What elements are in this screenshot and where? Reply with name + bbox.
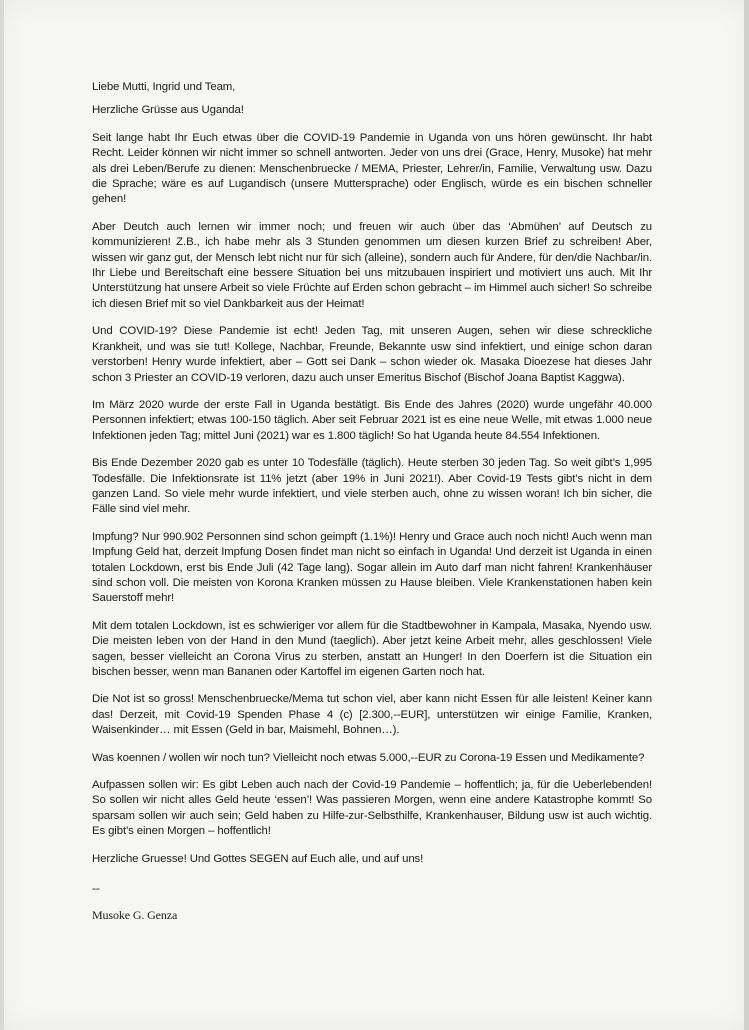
paragraph-infections: Im März 2020 wurde der erste Fall in Uganda bestätigt. Bis Ende des Jahres (2020) wurde ungefähr 40.000 Personnen infektiert; etwas 100-150 täglich. Aber seit Februar 2021 ist es eine neue Welle, mit etwas 1.000 neue Infektionen jeden Tag; mittel Juni (2021) war es 1.800 täglich! So hat Uganda heute 84.554 Infektionen. — [92, 398, 652, 442]
paragraph-deaths: Bis Ende Dezember 2020 gab es unter 10 Todesfälle (täglich). Heute sterben 30 jeden Tag. So weit gibt’s 1,995 Todesfälle. Die Infektionsrate ist 11% jetzt (aber 19% in Juni 2021!). Aber Covid-19 Tests gibt’s nicht in dem ganzen Land. So viele mehr wurde infektiert, und viele sterben auch, ohne zu wissen woran! Ich bin sicher, die Fälle sind viel mehr. — [92, 457, 652, 516]
paragraph-closing: Herzliche Gruesse! Und Gottes SEGEN auf Euch alle, und auf uns! — [92, 852, 424, 865]
paragraph-intro: Seit lange habt Ihr Euch etwas über die COVID-19 Pandemie in Uganda von uns hören gewünscht. Ihr habt Recht. Leider können wir nicht immer so schnell antworten. Jeder von uns drei (Grace, Henry, Musoke) hat mehr als drei Leben/Berufe zu dienen: Menschenbruecke / MEMA, Priester, Lehrer/in, Familie, Verwaltung usw. Dazu die Sprache; wäre es auf Lugandisch (unsere Muttersprache) oder Englisch, würde es ein bischen schneller gehen! — [92, 131, 652, 206]
paragraph-question: Was koennen / wollen wir noch tun? Vielleicht noch etwas 5.000,--EUR zu Corona-19 Essen und Medikamente? — [92, 751, 645, 764]
letter-body — [92, 80, 652, 935]
salutation: Liebe Mutti, Ingrid und Team, — [92, 81, 236, 93]
greeting: Herzliche Grüsse aus Uganda! — [92, 104, 244, 117]
paragraph-need: Die Not ist so gross! Menschenbruecke/Mema tut schon viel, aber kann nicht Essen für alle leisten! Keiner kann das! Derzeit, mit Covid-19 Spenden Phase 4 (c) [2.300,--EUR], unterstützen wir einige Familie, Kranken, Waisenkinder… mit Essen (Geld in bar, Maismehl, Bohnen…). — [92, 693, 652, 737]
paragraph-lockdown: Mit dem totalen Lockdown, ist es schwieriger vor allem für die Stadtbewohner in Kampala, Masaka, Nyendo usw. Die meisten leben von der Hand in den Mund (taeglich). Aber jetzt keine Arbeit mehr, alles geschlossen! Viele sagen, besser vielleicht an Corona Virus zu sterben, anstatt an Hunger! In den Doerfern ist die Situation ein bischen besser, wenn man Bananen oder Kartoffel im eigenen Garten noch hat. — [92, 619, 652, 678]
paragraph-caution: Aufpassen sollen wir: Es gibt Leben auch nach der Covid-19 Pandemie – hoffentlich; ja, für die Ueberlebenden! So sollen wir nicht alles Geld heute ‘essen’! Was passieren Morgen, wenn eine andere Katastrophe kommt! So sparsam sollen wir auch sein; Geld haben zu Hilfe-zur-Selbsthilfe, Krankenhauser, Bildung usw ist auch wichtig. Es gibt’s einen Morgen – hoffentlich! — [92, 779, 652, 838]
signature-name: Musoke G. Genza — [92, 908, 178, 923]
scan-edge-right — [744, 0, 749, 1030]
paragraph-language: Aber Deutch auch lernen wir immer noch; und freuen wir auch über das ‘Abmühen’ auf Deutsch zu kommunizieren! Z.B., ich habe mehr als 3 Stunden genommen um diesen kurzen Brief zu schreiben! Aber, wissen wir ganz gut, der Mensch lebt nicht nur für sich (alleine), sondern auch für Andere, für den/die Nachbar/in. Ihr Liebe und Bereitschaft eine bessere Situation bei uns mitzubauen inspiriert und motiviert uns auch. Mit Ihr Unterstützung hat unsere Arbeit so viele Früchte auf Erden schon gebracht – im Himmel auch sicher! So schreibe ich diesen Brief mit so viel Dankbarkeit aus der Heimat! — [92, 220, 652, 310]
scan-edge-left — [0, 0, 4, 1030]
paragraph-covid: Und COVID-19? Diese Pandemie ist echt! Jeden Tag, mit unseren Augen, sehen wir diese schreckliche Krankheit, und was sie tut! Kollege, Nachbar, Freunde, Bekannte usw sind infektiert, und einige schon daran verstorben! Henry wurde infektiert, aber – Gott sei Dank – schon wieder ok. Masaka Dioezese hat dieses Jahr schon 3 Priester an COVID-19 verloren, dazu auch unser Emeritus Bischof (Bischof Joana Baptist Kaggwa). — [92, 325, 652, 384]
paragraph-vaccination: Impfung? Nur 990.902 Personnen sind schon geimpft (1.1%)! Henry und Grace auch noch nicht! Auch wenn man Impfung Geld hat, derzeit Impfung Dosen findet man nicht so einfach in Uganda! Und derzeit ist Uganda in einen totalen Lockdown, erst bis Ende Juli (42 Tage lang). Sogar allein im Auto darf man nicht fahren! Krankenhäuser sind schon voll. Die meisten von Korona Kranken müssen zu Hause bleiben. Viele Krankenstationen haben kein Sauerstoff mehr! — [92, 530, 652, 605]
signature-dashes: -- — [92, 881, 100, 896]
